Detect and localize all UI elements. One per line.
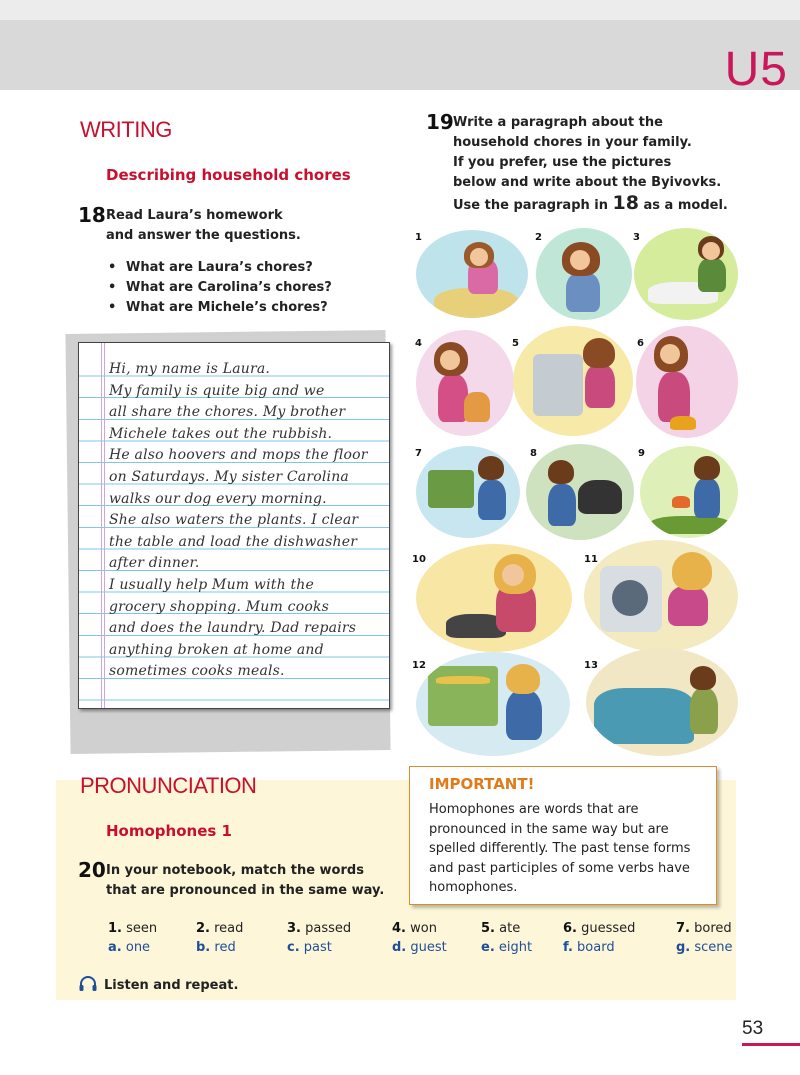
exercise-19-line: If you prefer, use the pictures	[453, 155, 672, 170]
match-item: 3. passed	[287, 921, 352, 936]
match-answer: f. board	[563, 940, 615, 955]
pronunciation-subtitle: Homophones 1	[106, 822, 232, 840]
homework-line: sometimes cooks meals.	[109, 663, 285, 680]
picture-number: 6	[637, 338, 644, 349]
homework-line: after dinner.	[109, 555, 200, 572]
writing-subtitle: Describing household chores	[106, 166, 351, 184]
match-item: 1. seen	[108, 921, 158, 936]
unit-label: U5	[724, 43, 788, 96]
homework-line: walks our dog every morning.	[109, 490, 327, 507]
picture-7	[416, 446, 520, 538]
exercise-19-last-prefix: Use the paragraph in	[453, 198, 608, 213]
exercise-19-line: household chores in your family.	[453, 135, 692, 150]
match-item: 4. won	[392, 921, 437, 936]
homework-line: and does the laundry. Dad repairs	[109, 620, 357, 637]
important-box	[409, 766, 717, 905]
exercise-20-line-1: In your notebook, match the words	[106, 863, 364, 878]
exercise-18-line-2: and answer the questions.	[106, 228, 301, 243]
match-answer: d. guest	[392, 940, 447, 955]
homework-notebook	[78, 342, 390, 709]
picture-number: 5	[512, 338, 519, 349]
match-answer: c. past	[287, 940, 332, 955]
top-strip	[0, 0, 800, 20]
pronunciation-title: PRONUNCIATION	[80, 773, 257, 798]
exercise-19-number: 19	[426, 110, 454, 134]
exercise-20-instruction	[106, 861, 384, 901]
exercise-18-instruction	[106, 206, 301, 246]
page-number: 53	[742, 1018, 764, 1039]
question-item: • What are Michele’s chores?	[108, 298, 332, 318]
picture-number: 4	[415, 338, 422, 349]
match-answer: b. red	[196, 940, 236, 955]
homework-line: the table and load the dishwasher	[109, 533, 358, 550]
homework-line: He also hoovers and mops the floor	[109, 447, 368, 464]
picture-number: 12	[412, 660, 426, 671]
homework-text	[109, 359, 387, 683]
exercise-19-line: below and write about the Byivovks.	[453, 175, 722, 190]
exercise-19-instruction	[453, 113, 728, 216]
listen-and-repeat[interactable]	[78, 976, 238, 993]
homework-line: Michele takes out the rubbish.	[109, 425, 333, 442]
picture-number: 13	[584, 660, 598, 671]
exercise-19-last-line	[453, 193, 728, 216]
match-item: 2. read	[196, 921, 244, 936]
picture-number: 3	[633, 232, 640, 243]
picture-12	[416, 652, 570, 756]
question-item: • What are Carolina’s chores?	[108, 278, 332, 298]
page-number-underline	[742, 1043, 800, 1046]
page-header	[0, 20, 800, 96]
writing-title: WRITING	[80, 117, 172, 142]
exercise-20-line-2: that are pronounced in the same way.	[106, 883, 385, 898]
notebook-margin-line	[104, 343, 105, 708]
picture-number: 11	[584, 554, 598, 565]
match-answer: g. scene	[676, 940, 733, 955]
picture-number: 10	[412, 554, 426, 565]
match-item: 7. bored	[676, 921, 732, 936]
match-item: 5. ate	[481, 921, 521, 936]
picture-number: 8	[530, 448, 537, 459]
homework-line: all share the chores. My brother	[109, 404, 346, 421]
exercise-20-number: 20	[78, 858, 106, 882]
picture-9	[640, 446, 738, 538]
question-item: • What are Laura’s chores?	[108, 258, 332, 278]
exercise-18-questions	[108, 258, 332, 318]
homework-line: I usually help Mum with the	[109, 576, 315, 593]
listen-label: Listen and repeat.	[104, 978, 239, 993]
picture-number: 9	[638, 448, 645, 459]
notebook-margin-line	[101, 343, 102, 708]
picture-4	[416, 330, 514, 436]
exercise-19-ref: 18	[612, 192, 639, 214]
picture-number: 2	[535, 232, 542, 243]
picture-2	[536, 228, 632, 320]
exercise-18-line-1: Read Laura’s homework	[106, 208, 283, 223]
homework-line: My family is quite big and we	[109, 382, 325, 399]
important-text: Homophones are words that are pronounced in the same way but are spelled differently. The past tense forms and past participles of some verbs have homophones.	[429, 802, 691, 895]
match-item: 6. guessed	[563, 921, 636, 936]
picture-3	[634, 228, 738, 320]
homework-line: Hi, my name is Laura.	[109, 361, 271, 377]
homework-line: on Saturdays. My sister Carolina	[109, 468, 349, 485]
picture-5	[513, 326, 633, 436]
picture-11	[584, 540, 738, 652]
homework-line: She also waters the plants. I clear	[109, 512, 359, 529]
exercise-18-number: 18	[78, 203, 106, 227]
homework-line: anything broken at home and	[109, 641, 324, 658]
homework-line: grocery shopping. Mum cooks	[109, 598, 330, 615]
headphones-icon	[78, 976, 98, 992]
match-answer: e. eight	[481, 940, 533, 955]
picture-10	[416, 544, 572, 652]
exercise-19-last-suffix: as a model.	[643, 198, 728, 213]
important-title: IMPORTANT!	[429, 775, 535, 793]
picture-8	[526, 444, 634, 540]
picture-number: 1	[415, 232, 422, 243]
picture-13	[586, 648, 738, 756]
picture-number: 7	[415, 448, 422, 459]
picture-6	[636, 326, 738, 438]
exercise-19-line: Write a paragraph about the	[453, 115, 663, 130]
picture-1	[416, 230, 528, 318]
match-answer: a. one	[108, 940, 151, 955]
